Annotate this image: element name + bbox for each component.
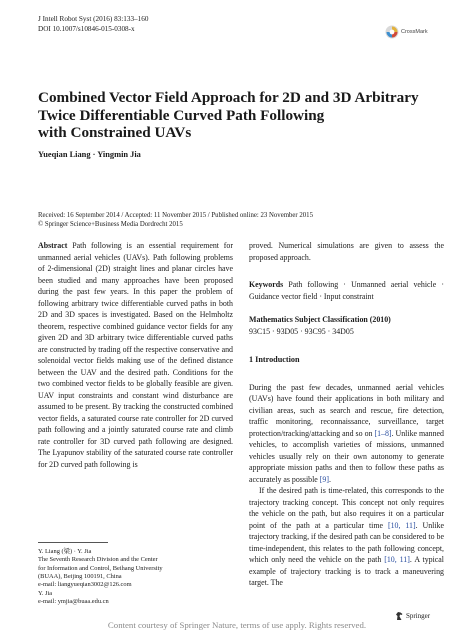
abstract-text: Path following is an essential requirement for unmanned aerial vehicles (UAVs). Path following problems of 2-dimensional (2D) straight lines and planar circles have been studied and many approaches have been proposed during the past few years. In this paper the problem of following arbitrary twice differentiable curved paths in both 2D and 3D spaces is investigated. Based on the Helmholtz theorem, respective combined guidance vector fields for any given 2D and 3D arbitrary twice differentiable curved paths are constructed by trading off the respective conservative and solenoidal vector fields making use of the defined distance between the UAV and the desired path. Conditions for the two combined vector fields to be globally feasible are given. UAV input constraints and constant wind disturbance are assumed to be present. By tracking the constructed combined vector fields, a saturated course rate controller for 2D curved path following and a jointly saturated course rate and climb rate controller for 3D curved path following are designed. The Lyapunov stability of the saturated course rate controller for 2D curved path following is bbox=[38, 241, 234, 469]
footnote-divider bbox=[38, 542, 108, 543]
citation-link[interactable]: [9] bbox=[319, 474, 329, 484]
msc-codes: 93C15 · 93D05 · 93C95 · 34D05 bbox=[249, 326, 354, 336]
publisher-name: Springer bbox=[406, 612, 431, 620]
citation-link[interactable]: [10, 11] bbox=[384, 555, 410, 564]
title-line-2: Twice Differentiable Curved Path Following bbox=[38, 106, 325, 124]
dates-line: Received: 16 September 2014 / Accepted: 11 November 2015 / Published online: 23 November 2015 bbox=[38, 212, 313, 219]
affiliation-email-jia[interactable]: e-mail: ymjia@buaa.edu.cn bbox=[38, 598, 109, 606]
keywords-label: Keywords bbox=[249, 280, 284, 289]
title-line-1: Combined Vector Field Approach for 2D and 3D Arbitrary bbox=[38, 89, 419, 106]
intro-p2-text-c: . A typical example of trajectory tracking is to track a maneuvering target. The bbox=[249, 555, 444, 587]
keywords-block bbox=[249, 279, 444, 302]
intro-p1-text-a: During the past few decades, unmanned aerial vehicles (UAVs) have found their applications in both military and civilian areas, such as search and rescue, fire detection, traffic monitoring, reconnaissance, surveillance, target protection/tracking/attacking and so on bbox=[249, 382, 444, 438]
intro-paragraph-1 bbox=[249, 382, 444, 486]
affiliation-block bbox=[38, 548, 238, 589]
affiliation-division: The Seventh Research Division and the Center bbox=[38, 556, 158, 564]
intro-p2-text-b: . Unlike trajectory tracking, if the desired path can be considered to be time-independent, this relates to the path following concept, which only need the vehicle on the path bbox=[249, 520, 444, 564]
footer-notice: Content courtesy of Springer Nature, terms of use apply. Rights reserved. bbox=[107, 620, 367, 630]
keywords-text: Path following · Unmanned aerial vehicle · Guidance vector field · Input constraint bbox=[249, 280, 444, 301]
affiliation-center: for Information and Control, Beihang University bbox=[38, 564, 163, 572]
crossmark-label: CrossMark bbox=[401, 29, 428, 35]
title-line-3: with Constrained UAVs bbox=[38, 124, 192, 141]
abstract-column bbox=[38, 240, 233, 470]
copyright-line: © Springer Science+Business Media Dordrecht 2015 bbox=[38, 221, 183, 229]
journal-doi[interactable]: DOI 10.1007/s10846-015-0308-x bbox=[38, 24, 135, 33]
section-heading-introduction: 1 Introduction bbox=[249, 355, 300, 364]
journal-citation bbox=[38, 15, 148, 34]
affiliation-author-jia: Y. Jia bbox=[38, 590, 53, 597]
crossmark-icon bbox=[385, 25, 399, 39]
abstract-label: Abstract bbox=[38, 241, 68, 250]
intro-p1-text-b: . Unlike manned vehicles, to accomplish varieties of missions, unmanned vehicles usually rely on their own autonomy to generate appropriate mission paths and then to follow these paths as accurately as possible bbox=[249, 428, 444, 484]
intro-p1-text-c: . bbox=[328, 474, 331, 484]
authors: Yueqian Liang · Yingmin Jia bbox=[38, 150, 141, 159]
msc-heading: Mathematics Subject Classification (2010) bbox=[249, 315, 391, 324]
intro-p2-text-a: If the desired path is time-related, this corresponds to the trajectory tracking concept. This concept not only requires the vehicle on the path, but also requires it on a particular point of the path at a particular time bbox=[249, 486, 444, 530]
paper-title bbox=[38, 89, 438, 142]
abstract-continued: proved. Numerical simulations are given to assess the proposed approach. bbox=[249, 241, 444, 262]
journal-volume: J Intell Robot Syst (2016) 83:133–160 bbox=[38, 15, 149, 23]
crossmark-badge[interactable] bbox=[385, 25, 428, 39]
right-column bbox=[249, 240, 444, 589]
citation-link[interactable]: [1–8] bbox=[374, 428, 392, 438]
affiliation-block-2 bbox=[38, 590, 238, 607]
intro-paragraph-2 bbox=[249, 485, 444, 589]
publication-dates bbox=[38, 211, 438, 229]
affiliation-authors: Y. Liang (梁) · Y. Jia bbox=[38, 548, 92, 555]
affiliation-address: (BUAA), Beijing 100191, China bbox=[38, 572, 122, 580]
affiliation-email-liang[interactable]: e-mail: liangyueqian3002@126.com bbox=[38, 581, 132, 589]
citation-link[interactable]: [10, 11] bbox=[387, 520, 416, 530]
